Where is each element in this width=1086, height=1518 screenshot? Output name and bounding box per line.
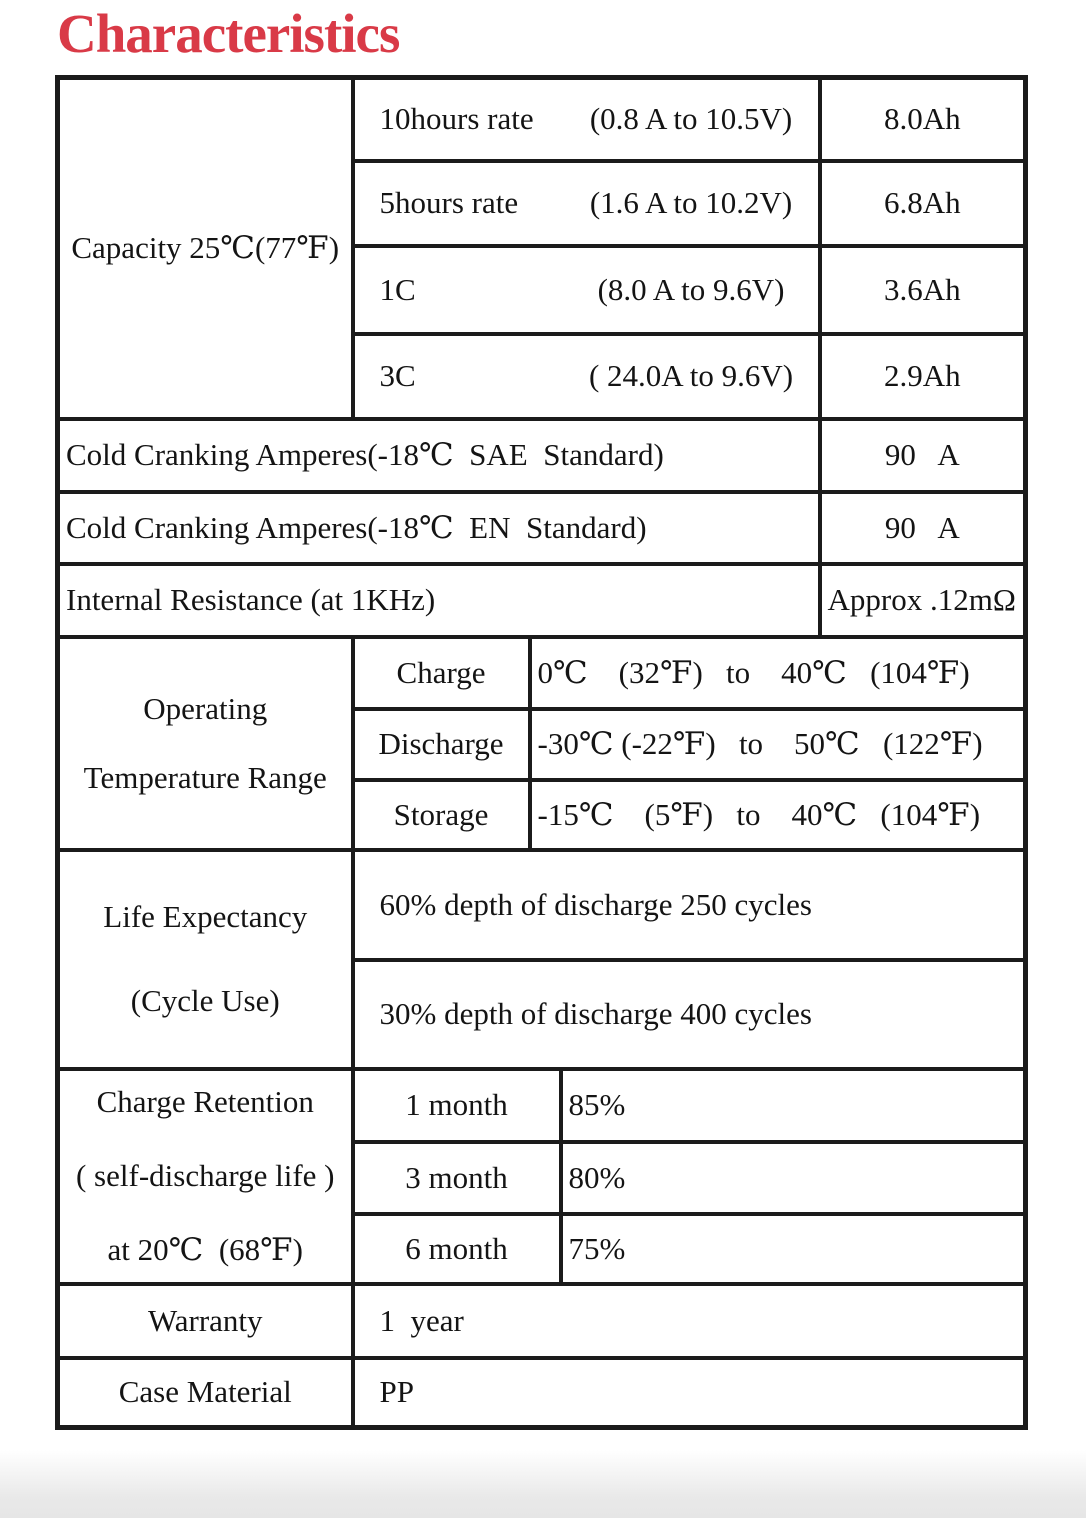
capacity-value: 3.6Ah xyxy=(820,246,1026,334)
retention-period: 6 month xyxy=(353,1214,561,1284)
table-row xyxy=(58,419,1026,492)
table-row xyxy=(58,564,1026,637)
retention-period: 1 month xyxy=(353,1069,561,1142)
capacity-rate-cell xyxy=(353,161,820,246)
temp-mode: Storage xyxy=(353,780,530,850)
capacity-rate-condition: (0.8 A to 10.5V) xyxy=(589,101,793,137)
life-expectancy-value: 30% depth of discharge 400 cycles xyxy=(353,960,1026,1069)
temp-range-value: 0℃ (32℉) to 40℃ (104℉) xyxy=(530,637,1026,709)
table-row xyxy=(58,78,1026,161)
capacity-rate-cell xyxy=(353,334,820,419)
charge-retention-label-line: at 20℃ (68℉) xyxy=(107,1232,303,1267)
charge-retention-label-line: Charge Retention xyxy=(96,1084,314,1119)
capacity-rate-name: 5hours rate xyxy=(379,185,519,220)
warranty-value: 1 year xyxy=(353,1284,1026,1358)
capacity-rate-cell xyxy=(353,246,820,334)
charge-retention-label-line: ( self-discharge life ) xyxy=(75,1158,335,1193)
operating-temp-label xyxy=(58,637,353,850)
table-row xyxy=(58,637,1026,709)
cca-en-value: 90 A xyxy=(820,492,1026,564)
cca-en-label: Cold Cranking Amperes(-18℃ EN Standard) xyxy=(58,492,820,564)
temp-mode: Charge xyxy=(353,637,530,709)
table-row xyxy=(58,1069,1026,1142)
temp-range-value: -30℃ (-22℉) to 50℃ (122℉) xyxy=(530,709,1026,780)
life-expectancy-label-line: Life Expectancy xyxy=(103,899,308,934)
capacity-rate-name: 1C xyxy=(379,271,416,307)
case-material-value: PP xyxy=(353,1358,1026,1428)
operating-temp-label-line: Temperature Range xyxy=(83,759,327,795)
warranty-label: Warranty xyxy=(58,1284,353,1358)
case-material-label: Case Material xyxy=(58,1358,353,1428)
cca-sae-label: Cold Cranking Amperes(-18℃ SAE Standard) xyxy=(58,419,820,492)
table-row xyxy=(58,1358,1026,1428)
retention-value: 85% xyxy=(561,1069,1026,1142)
internal-resistance-value: Approx .12mΩ xyxy=(820,564,1026,637)
table-row xyxy=(58,1284,1026,1358)
capacity-value: 8.0Ah xyxy=(820,78,1026,161)
capacity-rate-name: 3C xyxy=(379,358,416,393)
capacity-rate-name: 10hours rate xyxy=(379,101,534,137)
table-row xyxy=(58,492,1026,564)
capacity-rate-cell xyxy=(353,78,820,161)
page-bottom-scan-shade xyxy=(0,1450,1086,1518)
operating-temp-label-line: Operating xyxy=(143,690,268,726)
life-expectancy-label-line: (Cycle Use) xyxy=(130,983,280,1018)
capacity-rate-condition: (8.0 A to 9.6V) xyxy=(597,271,785,307)
charge-retention-label xyxy=(58,1069,353,1284)
capacity-rate-condition: ( 24.0A to 9.6V) xyxy=(588,358,794,393)
temp-range-value: -15℃ (5℉) to 40℃ (104℉) xyxy=(530,780,1026,850)
retention-period: 3 month xyxy=(353,1142,561,1214)
cca-sae-value: 90 A xyxy=(820,419,1026,492)
life-expectancy-value: 60% depth of discharge 250 cycles xyxy=(353,850,1026,960)
page-title: Characteristics xyxy=(57,3,400,64)
capacity-value: 6.8Ah xyxy=(820,161,1026,246)
internal-resistance-label: Internal Resistance (at 1KHz) xyxy=(58,564,820,637)
temp-mode: Discharge xyxy=(353,709,530,780)
capacity-rate-condition: (1.6 A to 10.2V) xyxy=(589,185,793,220)
life-expectancy-label xyxy=(58,850,353,1069)
retention-value: 75% xyxy=(561,1214,1026,1284)
capacity-label: Capacity 25℃(77℉) xyxy=(58,78,353,419)
retention-value: 80% xyxy=(561,1142,1026,1214)
table-row xyxy=(58,850,1026,960)
characteristics-table xyxy=(55,75,1028,1430)
capacity-value: 2.9Ah xyxy=(820,334,1026,419)
